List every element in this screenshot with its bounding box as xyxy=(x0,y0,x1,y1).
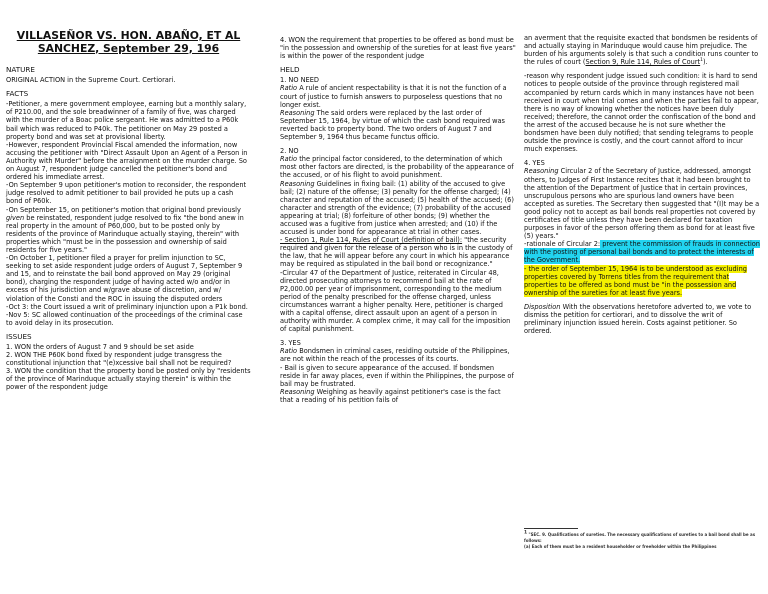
issue-item: 4. WON the requirement that properties to be offered as bond must be "in the possession and ownership of the sureties for at least five years" is within the power of the respondent judge xyxy=(280,36,516,61)
rule-114-text: "the security required and given for the release of a person who is in the custody of the law, that he will appear before any court in which his appearance may be required as stipulated in the bail bond or recognizance." xyxy=(280,236,513,269)
disposition-label: Disposition xyxy=(524,302,561,311)
continuation-text: ). xyxy=(703,58,708,67)
nature-heading: NATURE xyxy=(6,65,35,74)
column-middle xyxy=(280,36,516,404)
footnotes xyxy=(524,528,762,550)
reasoning-text: Weighing as heavily against petitioner's case is the fact that a reading of his petition fails of xyxy=(280,387,501,404)
facts-text: -On September 15, on petitioner's motion that original bond previously xyxy=(6,205,241,214)
footnote-number: 1 xyxy=(524,530,528,536)
held-heading: HELD xyxy=(280,65,300,75)
column-right xyxy=(524,34,762,335)
reasoning-text: Guidelines in fixing bail: (1) ability of the accused to give bail; (2) nature of the offense; (3) penalty for the offense charged; (4) character and reputation of the accused; (5) health of the accused; (6) character and strength of the evidence; (7) probability of the accused appearing at trial; (8) forfeiture of other bonds; (9) whether the accused was a fugitive from justice when arrested; and (10) if the accused is under bond for appearance at trial in other cases. xyxy=(280,179,514,237)
reasoning-label: Reasoning xyxy=(280,179,315,188)
disposition xyxy=(524,303,762,335)
held-2-reasoning xyxy=(280,180,516,237)
issue-item: 3. WON the condition that the property bond be posted only by "residents of the province of Marinduque actually staying therein" is within the power of the respondent judge xyxy=(6,367,251,392)
ratio-label: Ratio xyxy=(280,84,298,93)
ratio-label: Ratio xyxy=(280,347,298,356)
facts-paragraph xyxy=(6,206,251,255)
circular-47-text: -Circular 47 of the Department of Justice, reiterated in Circular 48, directed prosecuting attorneys to recommend bail at the rate of P2,000.00 per year of imprisonment, corresponding to the medium period of the penalty prescribed for the offense charged, unless circumstances warrant a higher penalty. Here, petitioner is charged with a capital offense, direct assault upon an agent of a person in authority with murder. A complex crime, it may call for the imposition of capital punishment. xyxy=(280,268,511,334)
facts-paragraph: -However, respondent Provincial Fiscal amended the information, now accusing the petitioner with "Direct Assault Upon an Agent of a Person in Authority with Murder" before the arraignment on the murder charge. So on August 7, respondent judge cancelled the petitioner's bond and ordered his immediate arrest. xyxy=(6,140,248,182)
continuation-text: an averment that the requisite exacted that bondsmen be residents of and actually staying in Marinduque would cause him prejudice. The burden of his arguments solely is that such a condition runs counter to the rules of court ( xyxy=(524,34,759,67)
ratio-text: the principal factor considered, to the determination of which most other factors are directed, is the probability of the appearance of the accused, or of his flight to avoid punishment. xyxy=(280,155,514,180)
case-title-line1: VILLASEÑOR VS. HON. ABAÑO, ET AL xyxy=(16,29,241,42)
rule-114-link[interactable]: - Section 1, Rule 114, Rules of Court (definition of bail): xyxy=(280,236,463,245)
held-1-reasoning xyxy=(280,109,516,141)
held-3-reasoning xyxy=(280,388,516,404)
rule-114-sec9-link[interactable]: Section 9, Rule 114, Rules of Court xyxy=(585,58,701,67)
held-2-ratio xyxy=(280,155,516,179)
issue-item: 2. WON THE P60K bond fixed by respondent judge transgress the constitutional injunction that "(e)xcessive bail shall not be required? xyxy=(6,351,232,368)
case-title xyxy=(6,30,251,55)
disposition-text: With the observations heretofore adverted to, we vote to dismiss the petition for certiorari, and to dissolve the writ of preliminary injunction issued herein. Costs against petitioner. So ordered. xyxy=(524,302,752,336)
footnote-ref[interactable]: 1 xyxy=(700,58,704,64)
held-4-heading: 4. YES xyxy=(524,159,545,168)
facts-paragraph: -On October 1, petitioner filed a prayer for prelim injunction to SC, seeking to set aside respondent judge orders of August 7, September 9 and 15, and to reinstate the bail bond approved on May 29 (original bond), charging the respondent judge of having acted w/o and/or in excess of his jurisdiction and w/grave abuse of discretion, and w/ violation of the Consti and the ROC in issuing the disputed orders xyxy=(6,254,243,303)
facts-paragraph: -Nov 5: SC allowed continuation of the proceedings of the criminal case to avoid delay in its prosecution. xyxy=(6,310,243,327)
case-title-line2: SANCHEZ, September 29, 196 xyxy=(37,41,220,55)
reasoning-label: Reasoning xyxy=(280,108,315,117)
held-4-reasoning xyxy=(524,167,762,240)
footnote-divider xyxy=(524,528,578,529)
circular-2-rationale xyxy=(524,240,762,264)
issue-item: 1. WON the orders of August 7 and 9 should be set aside xyxy=(6,343,194,351)
ratio-text: Bondsmen in criminal cases, residing outside of the Philippines, are not within the reach of the processes of its courts. xyxy=(280,347,510,364)
facts-paragraph: -Petitioner, a mere government employee, earning but a monthly salary, of P210.00, and the sole breadwinner of a family of five, was charged with the murder of a Boac police sergeant. He was admitted to a P60k bail which was reduced to P40k. The petitioner on May 29 posted a property bond and was set at provisional liberty. xyxy=(6,100,247,141)
held-3-continuation xyxy=(524,34,762,66)
rationale-label: -rationale of Circular 2: xyxy=(524,240,601,249)
reasoning-label: Reasoning xyxy=(280,387,315,396)
judge-reason-text: -reason why respondent judge issued such condition: it is hard to send notices to people outside of the province through registered mail accompanied by return cards which in many instances have not been received in court when trial comes and when the parties fail to appear, there is no way of knowing whether the notices have been duly received; therefore, the cannot order the confiscation of the bond and the arrest of the accused because he is not sure whether the bondsmen have been duly notified; that sending telegrams to people outside the province is costly, and the court cannot afford to incur much expenses. xyxy=(524,72,759,154)
held-1-ratio xyxy=(280,84,516,108)
nature-text: ORIGINAL ACTION in the Supreme Court. Certiorari. xyxy=(6,76,176,85)
held-3-ratio xyxy=(280,347,516,363)
held-3-bail: - Bail is given to secure appearance of the accused. If bondsmen reside in far away places, even if within the Philippines, the purpose of bail may be frustrated. xyxy=(280,363,514,388)
held-2-heading: 2. NO xyxy=(280,147,299,156)
ratio-label: Ratio xyxy=(280,155,298,164)
footnote-2: (a) Each of them must be a resident householder or freeholder within the Philippines xyxy=(524,544,717,549)
highlight-yellow: - the order of September 15, 1964 is to be understood as excluding properties covered by Torrens titles from the requirement that properties to be offered as bond must be "in the possession and ownership of the sureties for at least five years. xyxy=(524,264,747,297)
facts-paragraph: -On September 9 upon petitioner's motion to reconsider, the respondent judge resolved to admit petitioner to bail provided he puts up a cash bond of P60k. xyxy=(6,181,247,206)
highlight-cyan: prevent the commission of frauds in connection with the posting of personal bail bonds and to protect the interests of the Government. xyxy=(524,240,760,265)
footnote-text: "SEC. 9. Qualifications of sureties. The necessary qualifications of sureties to a bail bond shall be as follows: xyxy=(524,532,756,543)
column-left xyxy=(6,30,251,392)
reasoning-text: Circular 2 of the Secretary of Justice, addressed, amongst others, to Judges of First Instance recites that it had been brought to the attention of the Department of Justice that in certain provinces, unscrupulous persons who are spurious land owners have been accepted as sureties. The Secretary then suggested that "(I)t may be a good policy not to accept as bail bonds real properties not covered by certificates of title unless they have been declared for taxation purposes in favor of the person offering them as bond for at least five (5) years." xyxy=(524,167,760,241)
footnote-1 xyxy=(524,532,762,544)
reasoning-label: Reasoning xyxy=(524,167,559,176)
facts-text: be reinstated, respondent judge resolved to fix "the bond anew in real property in the amount of P60,000, but to be posted only by residents of the province of Marinduque actually staying, therein" with properties which "must be in the possession and ownership of said residents for five years." xyxy=(6,213,244,254)
facts-paragraph: -Oct 3: the Court issued a writ of preliminary injunction upon a P1k bond. xyxy=(6,302,248,311)
order-sept-15 xyxy=(524,265,762,297)
rule-114-definition xyxy=(280,236,516,268)
ratio-text: A rule of ancient respectability is that it is not the function of a court of justice to furnish answers to purposeless questions that no longer exist. xyxy=(280,84,507,109)
held-3-heading: 3. YES xyxy=(280,339,301,348)
facts-emphasis: given xyxy=(6,213,25,222)
facts-heading: FACTS xyxy=(6,89,29,99)
reasoning-text: The said orders were replaced by the last order of September 15, 1964, by virtue of which the cash bond required was reverted back to property bond. The two orders of August 7 and September 9, 1964 thus became functus officio. xyxy=(280,108,505,142)
held-1-heading: 1. NO NEED xyxy=(280,76,319,85)
issues-heading: ISSUES xyxy=(6,331,32,341)
